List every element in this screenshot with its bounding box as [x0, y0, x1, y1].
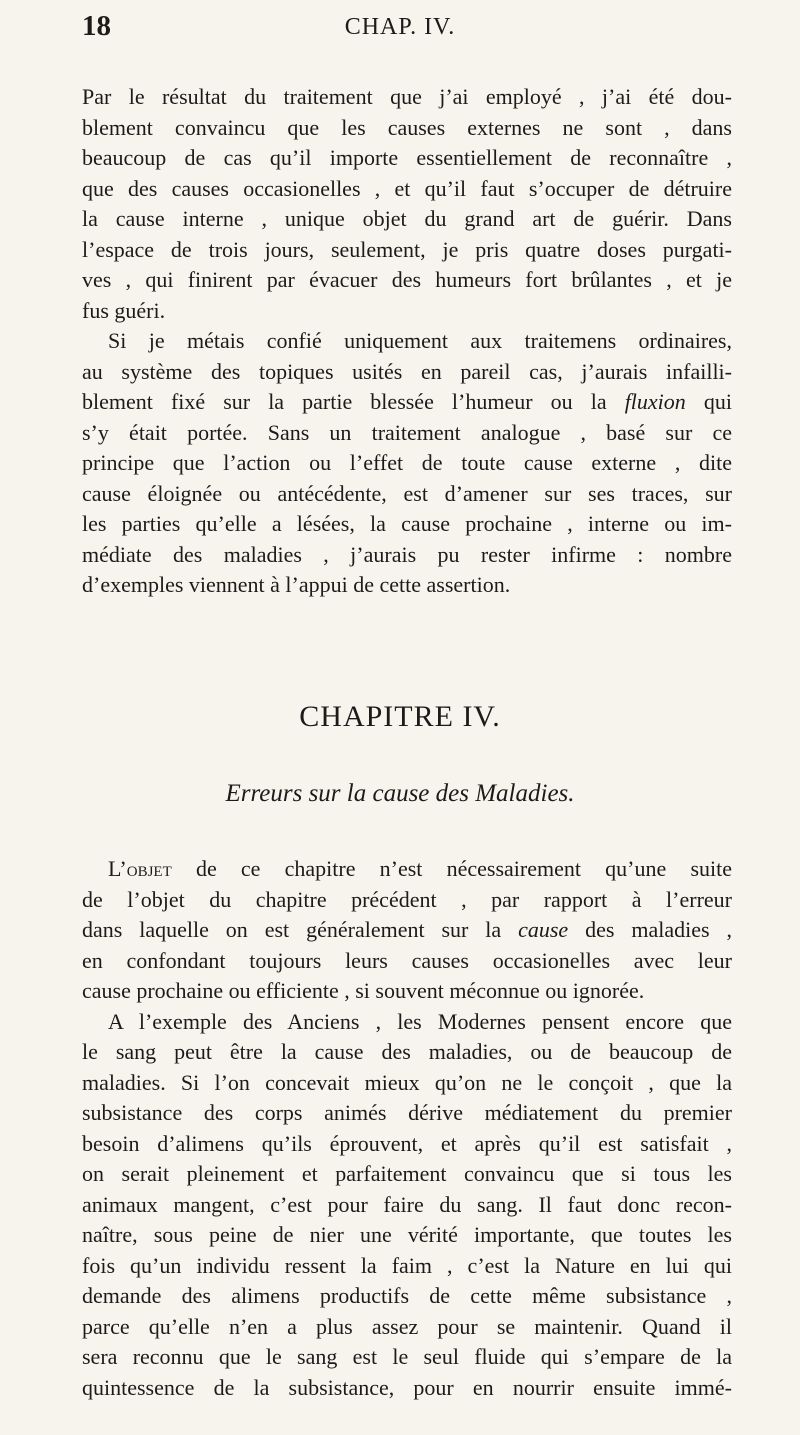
- text-fragment: de ce chapitre n’est nécessairement qu’une suite: [171, 856, 732, 881]
- text-line: A l’exemple des Anciens , les Modernes pensent encore que: [108, 1008, 732, 1034]
- text-line: maladies. Si l’on concevait mieux qu’on ne le conçoit , que la: [82, 1069, 732, 1095]
- text-line: fus guéri.: [82, 297, 166, 323]
- text-line: principe que l’action ou l’effet de toute cause externe , dite: [82, 450, 732, 475]
- text-line: blement convaincu que les causes externes ne sont , dans: [82, 114, 732, 140]
- text-line: au système des topiques usités en pareil cas, j’aurais infailli-: [82, 358, 732, 384]
- chapter-subtitle: Erreurs sur la cause des Maladies.: [225, 780, 575, 807]
- text-line: ves , qui finirent par évacuer des humeurs fort brûlantes , et je: [82, 267, 732, 292]
- text-line: subsistance des corps animés dérive médiatement du premier: [82, 1100, 732, 1125]
- text-line: cause prochaine ou efficiente , si souvent méconnue ou ignorée.: [82, 978, 645, 1003]
- text-line: demande des alimens productifs de cette même subsistance ,: [82, 1283, 732, 1308]
- page-number: 18: [82, 10, 111, 42]
- chapter-title: CHAPITRE IV.: [299, 700, 501, 733]
- text-line: quintessence de la subsistance, pour en nourrir ensuite immé-: [82, 1374, 732, 1400]
- text-line: les parties qu’elle a lésées, la cause prochaine , interne ou im-: [82, 511, 732, 536]
- text-line: [82, 854, 732, 885]
- text-line: [82, 387, 732, 418]
- text-fragment: qui: [685, 389, 732, 414]
- paragraph-3: [82, 854, 732, 1007]
- text-line: médiate des maladies , j’aurais pu rester infirme : nombre: [82, 541, 732, 567]
- text-line: en confondant toujours leurs causes occasionelles avec leur: [82, 947, 732, 973]
- text-block-lower: [82, 854, 732, 1403]
- paragraph-1: [82, 82, 732, 326]
- text-line: que des causes occasionelles , et qu’il faut s’occuper de détruire: [82, 175, 732, 201]
- text-line: s’y était portée. Sans un traitement analogue , basé sur ce: [82, 419, 732, 445]
- italic-term: fluxion: [624, 389, 686, 414]
- text-line: on serait pleinement et parfaitement convaincu que si tous les: [82, 1161, 732, 1186]
- text-line: d’exemples viennent à l’appui de cette assertion.: [82, 572, 511, 597]
- running-head: CHAP. IV.: [344, 14, 456, 40]
- text-line: Par le résultat du traitement que j’ai employé , j’ai été dou-: [82, 84, 732, 109]
- text-line: de l’objet du chapitre précédent , par rapport à l’erreur: [82, 886, 732, 912]
- text-line: la cause interne , unique objet du grand art de guérir. Dans: [82, 206, 732, 231]
- italic-term: cause: [518, 917, 569, 942]
- text-line: cause éloignée ou antécédente, est d’amener sur ses traces, sur: [82, 480, 732, 506]
- small-caps-lead: L’objet: [108, 856, 172, 881]
- text-line: parce qu’elle n’en a plus assez pour se maintenir. Quand il: [82, 1313, 732, 1339]
- text-line: l’espace de trois jours, seulement, je pris quatre doses purgati-: [82, 236, 732, 262]
- text-line: naître, sous peine de nier une vérité importante, que toutes les: [82, 1222, 732, 1247]
- text-line: besoin d’alimens qu’ils éprouvent, et après qu’il est satisfait ,: [82, 1130, 732, 1156]
- text-fragment: blement fixé sur la partie blessée l’humeur ou la: [82, 389, 625, 414]
- text-line: [82, 915, 732, 946]
- text-fragment: dans laquelle on est généralement sur la: [82, 917, 519, 942]
- text-line: le sang peut être la cause des maladies, ou de beaucoup de: [82, 1039, 732, 1064]
- text-line: sera reconnu que le sang est le seul fluide qui s’empare de la: [82, 1344, 732, 1369]
- text-line: fois qu’un individu ressent la faim , c’est la Nature en lui qui: [82, 1252, 732, 1278]
- text-line: animaux mangent, c’est pour faire du sang. Il faut donc recon-: [82, 1191, 732, 1217]
- text-line: beaucoup de cas qu’il importe essentiellement de reconnaître ,: [82, 145, 732, 170]
- text-fragment: des maladies ,: [568, 917, 732, 942]
- paragraph-2: [82, 326, 732, 601]
- text-block-upper: [82, 82, 732, 601]
- text-line: Si je métais confié uniquement aux traitemens ordinaires,: [108, 328, 732, 353]
- paragraph-4: [82, 1007, 732, 1404]
